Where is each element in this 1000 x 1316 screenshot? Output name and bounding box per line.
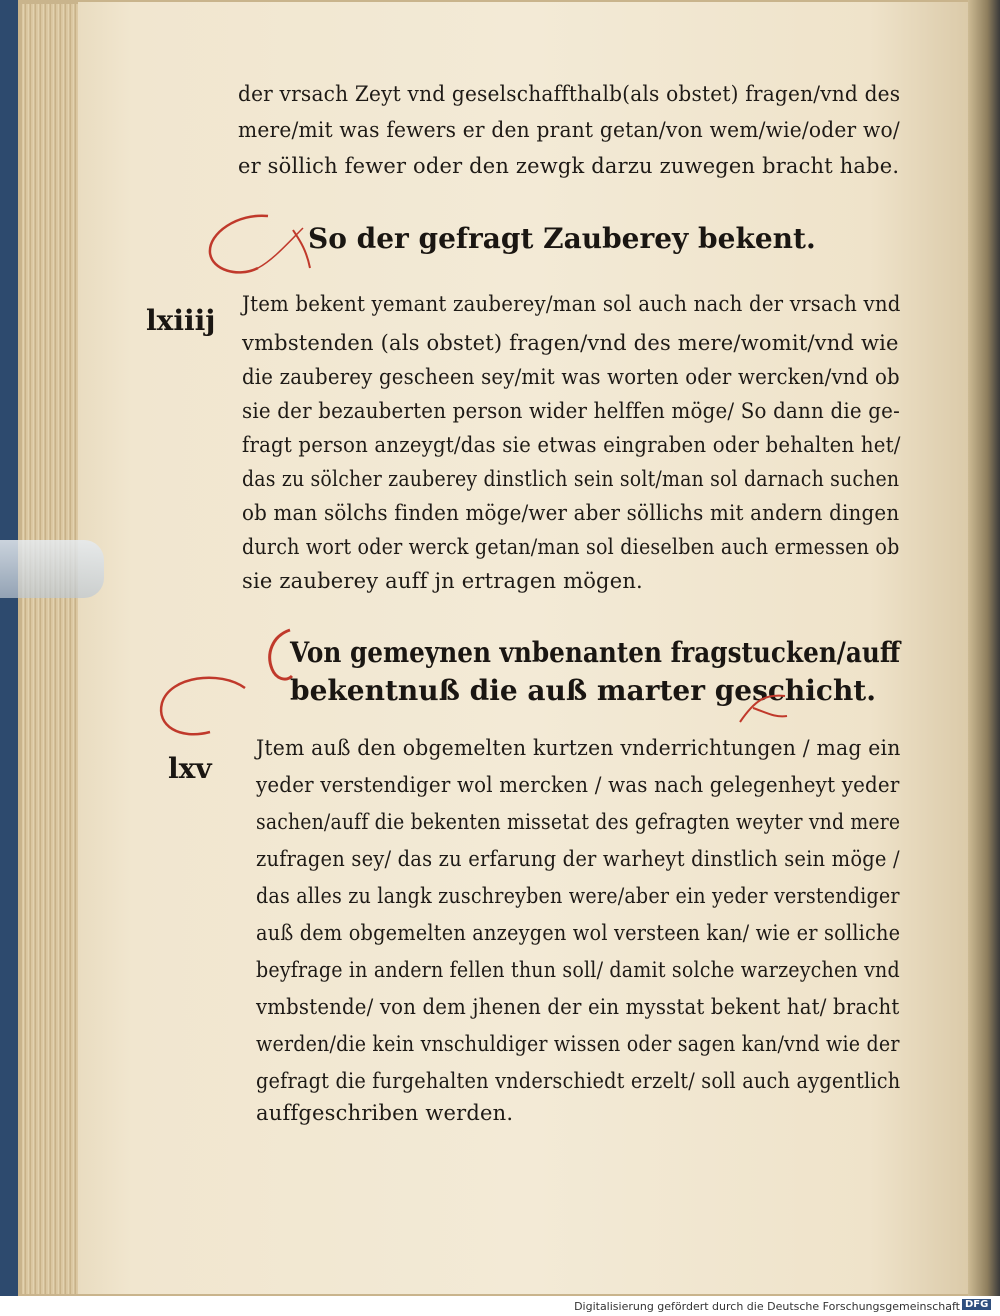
- margin-number: lxiiij: [146, 304, 216, 337]
- text-line: das alles zu langk zuschreyben were/aber ein yeder verstendiger: [256, 884, 900, 908]
- section-heading: So der gefragt Zauberey bekent.: [308, 222, 816, 255]
- page-clip: [0, 540, 104, 598]
- text-line: Jtem auß den obgemelten kurtzen vnderrichtungen / mag ein: [256, 736, 901, 760]
- rubric-flourish: [735, 690, 795, 730]
- text-line: zufragen sey/ das zu erfarung der warheyt dinstlich sein möge /: [256, 847, 900, 871]
- text-line: sie der bezauberten person wider helffen möge/ So dann die ge-: [242, 399, 900, 423]
- rubric-flourish: [198, 208, 318, 288]
- dfg-logo: DFG: [962, 1299, 991, 1310]
- text-line: die zauberey gescheen sey/mit was worten oder wercken/vnd ob: [242, 365, 900, 389]
- text-line: sie zauberey auff jn ertragen mögen.: [242, 569, 643, 593]
- text-line: werden/die kein vnschuldiger wissen oder sagen kan/vnd wie der: [256, 1032, 900, 1056]
- rubric-flourish: [150, 668, 260, 758]
- text-line: mere/mit was fewers er den prant getan/von wem/wie/oder wo/: [238, 118, 900, 142]
- page-edges: [22, 4, 82, 1294]
- text-line: durch wort oder werck getan/man sol dieselben auch ermessen ob: [242, 535, 900, 559]
- text-line: ob man sölchs finden möge/wer aber söllichs mit andern dingen: [242, 501, 900, 525]
- text-line: sachen/auff die bekenten missetat des gefragten weyter vnd mere: [256, 810, 901, 834]
- text-line: er söllich fewer oder den zewgk darzu zuwegen bracht habe.: [238, 154, 900, 178]
- book-gutter: [968, 0, 1000, 1296]
- text-line: auß dem obgemelten anzeygen wol versteen kan/ wie er solliche: [256, 921, 901, 945]
- text-line: auffgeschriben werden.: [256, 1101, 514, 1125]
- text-line: yeder verstendiger wol mercken / was nach gelegenheyt yeder: [256, 773, 900, 797]
- text-line: fragt person anzeygt/das sie etwas eingraben oder behalten het/: [242, 433, 901, 457]
- footer-credit: Digitalisierung gefördert durch die Deutsche Forschungsgemeinschaft: [574, 1300, 960, 1313]
- text-line: gefragt die furgehalten vnderschiedt erzelt/ soll auch aygentlich: [256, 1069, 901, 1093]
- text-line: vmbstenden (als obstet) fragen/vnd des mere/womit/vnd wie: [242, 331, 899, 355]
- text-line: beyfrage in andern fellen thun soll/ damit solche warzeychen vnd: [256, 958, 900, 982]
- text-line: vmbstende/ von dem jhenen der ein mysstat bekent hat/ bracht: [256, 995, 900, 1019]
- text-line: Jtem bekent yemant zauberey/man sol auch nach der vrsach vnd: [242, 292, 901, 316]
- text-line: der vrsach Zeyt vnd geselschaffthalb(als obstet) fragen/vnd des: [238, 82, 901, 106]
- section-heading: Von gemeynen vnbenanten fragstucken/auff: [290, 636, 901, 669]
- text-line: das zu sölcher zauberey dinstlich sein solt/man sol darnach suchen: [242, 467, 900, 491]
- margin-number: lxv: [168, 752, 212, 785]
- section-heading: bekentnuß die auß marter geschicht.: [290, 674, 876, 707]
